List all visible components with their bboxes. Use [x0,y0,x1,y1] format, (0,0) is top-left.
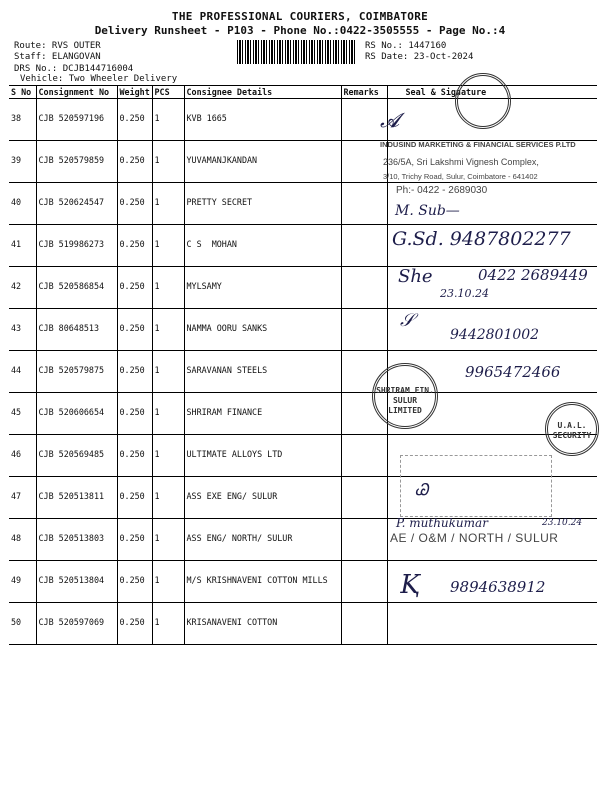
cell-consignee: SHRIRAM FINANCE [184,393,341,435]
ae-stamp: AE / O&M / NORTH / SULUR [390,531,559,545]
cell-sno: 40 [9,183,36,225]
cell-consignment: CJB 520597069 [36,603,117,645]
cell-sno: 45 [9,393,36,435]
cell-pcs: 1 [152,351,184,393]
header-consignee: Consignee Details [184,86,341,99]
cell-weight: 0.250 [117,561,152,603]
cell-weight: 0.250 [117,603,152,645]
signature-49-mark: Ⱪ [400,570,420,600]
shriram-seal: SHRIRAM FIN. SULUR LIMITED [372,363,438,429]
table-row [9,183,597,225]
cell-remarks [341,183,387,225]
cell-weight: 0.250 [117,309,152,351]
cell-consignee: ULTIMATE ALLOYS LTD [184,435,341,477]
cell-weight: 0.250 [117,99,152,141]
cell-pcs: 1 [152,435,184,477]
cell-pcs: 1 [152,393,184,435]
barcode [237,40,355,64]
signature-38: 𝓐 [380,108,400,132]
header-weight: Weight [117,86,152,99]
cell-consignee: ASS ENG/ NORTH/ SULUR [184,519,341,561]
header-pcs: PCS [152,86,184,99]
cell-pcs: 1 [152,519,184,561]
cell-consignee: SARAVANAN STEELS [184,351,341,393]
cell-sno: 50 [9,603,36,645]
vehicle-info: Vehicle: Two Wheeler Delivery [20,74,178,84]
signature-40: M. Sub— [395,203,460,219]
cell-sno: 42 [9,267,36,309]
staff-info: Staff: ELANGOVAN [14,52,101,62]
page-title: THE PROFESSIONAL COURIERS, COIMBATORE [171,10,429,23]
cell-consignee: C S MOHAN [184,225,341,267]
cell-pcs: 1 [152,603,184,645]
header-sno: S No [9,86,36,99]
cell-pcs: 1 [152,267,184,309]
signature-48-date: 23.10.24 [542,518,583,528]
cell-sno: 46 [9,435,36,477]
cell-consignment: CJB 520569485 [36,435,117,477]
cell-pcs: 1 [152,183,184,225]
cell-remarks [341,435,387,477]
cell-weight: 0.250 [117,477,152,519]
cell-sno: 44 [9,351,36,393]
cell-consignee: YUVAMANJKANDAN [184,141,341,183]
cell-remarks [341,477,387,519]
kvb-round-seal [455,73,511,129]
cell-consignment: CJB 520513804 [36,561,117,603]
cell-consignee: ASS EXE ENG/ SULUR [184,477,341,519]
cell-consignment: CJB 520579875 [36,351,117,393]
ual-security-seal: U.A.L. SECURITY [545,402,599,456]
cell-sno: 41 [9,225,36,267]
header-remarks: Remarks [341,86,387,99]
cell-consignment: CJB 80648513 [36,309,117,351]
cell-consignee: KRISANAVENI COTTON [184,603,341,645]
signature-42-date: 23.10.24 [440,287,489,300]
cell-sno: 49 [9,561,36,603]
cell-consignment: CJB 520597196 [36,99,117,141]
indusind-stamp-company: INDUSIND MARKETING & FINANCIAL SERVICES P.LTD [380,140,576,149]
cell-pcs: 1 [152,99,184,141]
cell-weight: 0.250 [117,225,152,267]
signature-43: 9442801002 [450,327,540,343]
cell-consignment: CJB 520606654 [36,393,117,435]
cell-remarks [341,519,387,561]
indusind-stamp-address2: 3/10, Trichy Road, Sulur, Coimbatore - 641402 [383,172,538,181]
cell-weight: 0.250 [117,267,152,309]
cell-sno: 39 [9,141,36,183]
header-seal-signature: Seal & Signature [387,86,597,99]
cell-weight: 0.250 [117,519,152,561]
rs-number: RS No.: 1447160 [365,41,447,51]
cell-consignee: MYLSAMY [184,267,341,309]
drs-info: DRS No.: DCJB144716004 [14,64,134,74]
cell-consignee: PRETTY SECRET [184,183,341,225]
cell-sno: 38 [9,99,36,141]
cell-consignment: CJB 520579859 [36,141,117,183]
signature-42-phone: 0422 2689449 [478,266,588,284]
header-consignment: Consignment No [36,86,117,99]
cell-consignment: CJB 520513811 [36,477,117,519]
table-row [9,393,597,435]
cell-sno: 43 [9,309,36,351]
indusind-stamp-address1: 236/5A, Sri Lakshmi Vignesh Complex, [383,157,539,167]
page-subtitle: Delivery Runsheet - P103 - Phone No.:0422-3505555 - Page No.:4 [94,24,506,37]
signature-49: 9894638912 [450,578,546,596]
cell-remarks [341,309,387,351]
cell-remarks [341,225,387,267]
signature-43-mark: 𝒮 [400,310,414,331]
cell-pcs: 1 [152,225,184,267]
cell-consignment: CJB 520624547 [36,183,117,225]
cell-weight: 0.250 [117,435,152,477]
route-info: Route: RVS OUTER [14,41,101,51]
cell-pcs: 1 [152,141,184,183]
cell-consignment: CJB 520513803 [36,519,117,561]
cell-pcs: 1 [152,561,184,603]
signature-48-name: P. muthukumar [396,516,488,530]
cell-sno: 47 [9,477,36,519]
cell-pcs: 1 [152,309,184,351]
cell-consignment: CJB 520586854 [36,267,117,309]
cell-consignment: CJB 519986273 [36,225,117,267]
signature-44: 9965472466 [465,363,561,381]
cell-pcs: 1 [152,477,184,519]
signature-41: G.Sd. 9487802277 [392,228,571,250]
signature-42: She [398,266,433,287]
cell-weight: 0.250 [117,393,152,435]
table-row [9,603,597,645]
signature-47: Ꮚ [415,480,429,499]
cell-weight: 0.250 [117,351,152,393]
cell-sno: 48 [9,519,36,561]
cell-consignee: NAMMA OORU SANKS [184,309,341,351]
cell-consignee: M/S KRISHNAVENI COTTON MILLS [184,561,341,603]
cell-remarks [341,561,387,603]
cell-weight: 0.250 [117,183,152,225]
cell-remarks [341,603,387,645]
indusind-stamp-phone: Ph:- 0422 - 2689030 [396,185,488,196]
cell-weight: 0.250 [117,141,152,183]
cell-consignee: KVB 1665 [184,99,341,141]
cell-remarks [341,267,387,309]
cell-signature [387,603,597,645]
rs-date: RS Date: 23-Oct-2024 [365,52,474,62]
